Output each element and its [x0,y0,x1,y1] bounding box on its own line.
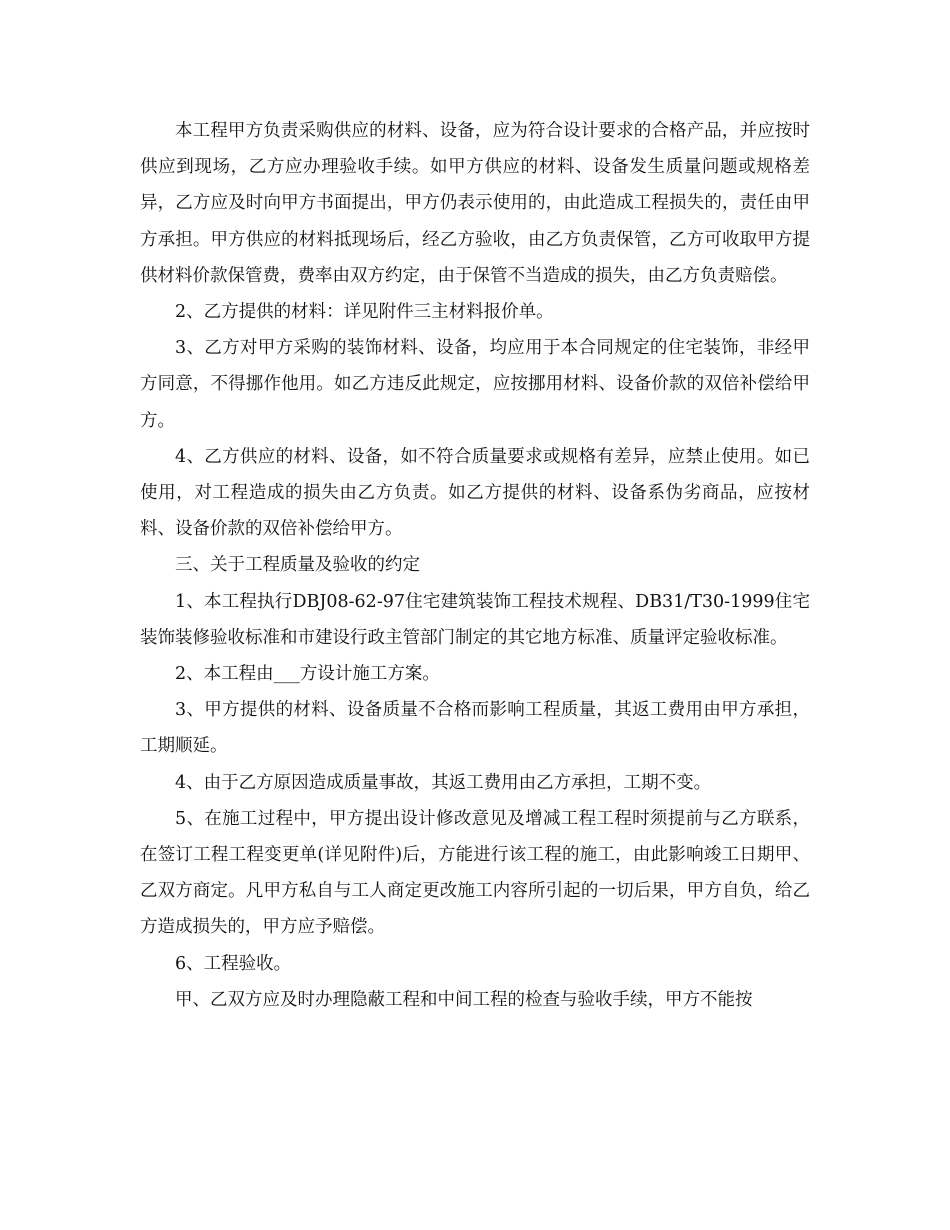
paragraph-item-4-materials: 4、乙方供应的材料、设备，如不符合质量要求或规格有差异，应禁止使用。如已使用，对工程造成的损失由乙方负责。如乙方提供的材料、设备系伪劣商品，应按材料、设备价款的双倍补偿给甲方。 [140,446,810,540]
section-heading-quality: 三、关于工程质量及验收的约定 [175,555,420,576]
paragraph-quality-4: 4、由于乙方原因造成质量事故，其返工费用由乙方承担，工期不变。 [175,772,712,793]
paragraph-quality-5: 5、在施工过程中，甲方提出设计修改意见及增减工程工程时须提前与乙方联系，在签订工程工程变更单(详见附件)后，方能进行该工程的施工，由此影响竣工日期甲、乙双方商定。凡甲方私自与工人商定更改施工内容所引起的一切后果，甲方自负，给乙方造成损失的，甲方应予赔偿。 [140,808,810,938]
paragraph-quality-3: 3、甲方提供的材料、设备质量不合格而影响工程质量，其返工费用由甲方承担，工期顺延。 [140,700,810,757]
document-body [140,113,810,1018]
paragraph-quality-6: 6、工程验收。 [175,953,292,974]
paragraph-item-2-materials: 2、乙方提供的材料：详见附件三主材料报价单。 [175,302,554,323]
paragraph-quality-1: 1、本工程执行DBJ08-62-97住宅建筑装饰工程技术规程、DB31/T30-1999住宅装饰装修验收标准和市建设行政主管部门制定的其它地方标准、质量评定验收标准。 [140,591,810,648]
paragraph-quality-2: 2、本工程由___方设计施工方案。 [175,664,440,685]
paragraph-material-supply: 本工程甲方负责采购供应的材料、设备，应为符合设计要求的合格产品，并应按时供应到现场，乙方应办理验收手续。如甲方供应的材料、设备发生质量问题或规格差异，乙方应及时向甲方书面提出，甲方仍表示使用的，由此造成工程损失的，责任由甲方承担。甲方供应的材料抵现场后，经乙方验收，由乙方负责保管，乙方可收取甲方提供材料价款保管费，费率由双方约定，由于保管不当造成的损失，由乙方负责赔偿。 [140,121,810,286]
paragraph-inspection: 甲、乙双方应及时办理隐蔽工程和中间工程的检查与验收手续，甲方不能按 [175,989,753,1010]
paragraph-item-3-materials: 3、乙方对甲方采购的装饰材料、设备，均应用于本合同规定的住宅装饰，非经甲方同意，不得挪作他用。如乙方违反此规定，应按挪用材料、设备价款的双倍补偿给甲方。 [140,338,810,431]
